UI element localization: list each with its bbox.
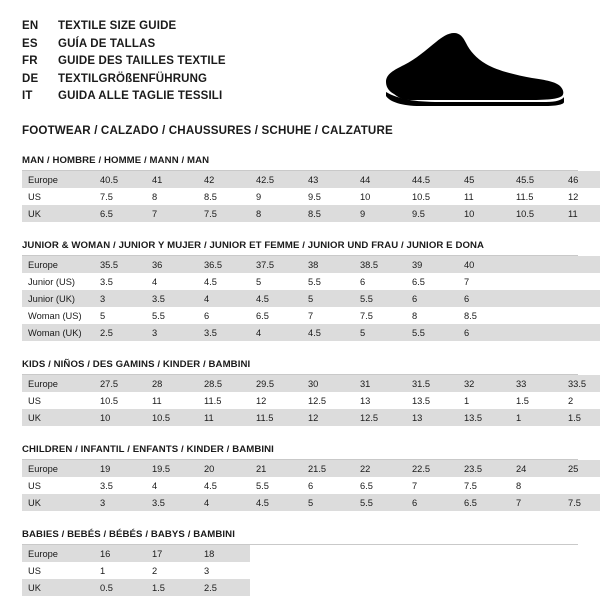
cell: 4 — [146, 477, 198, 494]
cell: 31.5 — [406, 375, 458, 392]
cell: 3.5 — [146, 290, 198, 307]
cell — [562, 256, 600, 273]
cell — [458, 562, 510, 579]
cell: 5.5 — [354, 494, 406, 511]
cell — [302, 545, 354, 562]
cell: 13.5 — [458, 409, 510, 426]
cell: 5 — [302, 290, 354, 307]
table-row — [22, 392, 600, 409]
cell: 28 — [146, 375, 198, 392]
table-block-junior-woman — [22, 240, 578, 341]
table-row — [22, 324, 600, 341]
table-row — [22, 290, 600, 307]
cell — [510, 290, 562, 307]
size-table-junior-woman — [22, 256, 600, 341]
cell: 13 — [406, 409, 458, 426]
cell: 11.5 — [198, 392, 250, 409]
cell: 32 — [458, 375, 510, 392]
cell: 6.5 — [406, 273, 458, 290]
cell — [510, 545, 562, 562]
cell: 5.5 — [406, 324, 458, 341]
cell: 41 — [146, 171, 198, 188]
table-heading: MAN / HOMBRE / HOMME / MANN / MAN — [22, 155, 578, 171]
cell: 6 — [302, 477, 354, 494]
row-label: US — [22, 392, 94, 409]
cell: 19.5 — [146, 460, 198, 477]
table-row — [22, 273, 600, 290]
cell: 1 — [94, 562, 146, 579]
table-row — [22, 477, 600, 494]
cell: 8.5 — [458, 307, 510, 324]
table-row — [22, 171, 600, 188]
row-label: Europe — [22, 545, 94, 562]
dress-shoe-icon — [380, 30, 570, 108]
cell — [510, 273, 562, 290]
row-label: Woman (US) — [22, 307, 94, 324]
cell: 6.5 — [94, 205, 146, 222]
cell: 2.5 — [94, 324, 146, 341]
cell: 4.5 — [198, 273, 250, 290]
table-row — [22, 494, 600, 511]
cell: 10.5 — [146, 409, 198, 426]
cell: 1.5 — [510, 392, 562, 409]
cell — [510, 324, 562, 341]
table-row — [22, 375, 600, 392]
cell: 6 — [406, 494, 458, 511]
cell: 8 — [406, 307, 458, 324]
cell: 17 — [146, 545, 198, 562]
cell: 11 — [146, 392, 198, 409]
cell: 21.5 — [302, 460, 354, 477]
cell — [406, 562, 458, 579]
cell: 9.5 — [406, 205, 458, 222]
cell: 5 — [94, 307, 146, 324]
cell: 7.5 — [562, 494, 600, 511]
cell: 6.5 — [458, 494, 510, 511]
language-title-list — [22, 18, 226, 106]
cell — [562, 562, 600, 579]
cell: 30 — [302, 375, 354, 392]
cell: 36 — [146, 256, 198, 273]
cell: 8.5 — [302, 205, 354, 222]
language-code: IT — [22, 90, 33, 102]
cell — [250, 545, 302, 562]
cell: 46 — [562, 171, 600, 188]
language-row — [22, 53, 226, 71]
cell: 5.5 — [250, 477, 302, 494]
cell: 3 — [198, 562, 250, 579]
table-row — [22, 205, 600, 222]
row-label: UK — [22, 579, 94, 596]
cell: 40.5 — [94, 171, 146, 188]
cell: 7.5 — [354, 307, 406, 324]
cell: 7 — [302, 307, 354, 324]
table-heading: CHILDREN / INFANTIL / ENFANTS / KINDER / BAMBINI — [22, 444, 578, 460]
cell: 10.5 — [406, 188, 458, 205]
cell: 3.5 — [198, 324, 250, 341]
cell — [406, 579, 458, 596]
cell: 6 — [406, 290, 458, 307]
language-row — [22, 71, 226, 89]
cell: 3.5 — [94, 273, 146, 290]
table-row — [22, 562, 600, 579]
cell: 10 — [458, 205, 510, 222]
cell — [562, 579, 600, 596]
cell: 40 — [458, 256, 510, 273]
cell: 8 — [510, 477, 562, 494]
cell: 44 — [354, 171, 406, 188]
size-table-kids — [22, 375, 600, 426]
cell — [562, 477, 600, 494]
cell: 11.5 — [510, 188, 562, 205]
cell: 39 — [406, 256, 458, 273]
table-block-children — [22, 444, 581, 511]
cell: 4.5 — [250, 290, 302, 307]
cell: 22.5 — [406, 460, 458, 477]
cell: 2 — [562, 392, 600, 409]
cell — [406, 545, 458, 562]
table-row — [22, 579, 600, 596]
cell: 19 — [94, 460, 146, 477]
section-title: FOOTWEAR / CALZADO / CHAUSSURES / SCHUHE / CALZATURE — [22, 124, 393, 137]
cell: 29.5 — [250, 375, 302, 392]
cell: 28.5 — [198, 375, 250, 392]
cell — [562, 307, 600, 324]
cell: 44.5 — [406, 171, 458, 188]
cell — [354, 562, 406, 579]
cell: 11 — [562, 205, 600, 222]
cell: 5 — [250, 273, 302, 290]
cell — [302, 562, 354, 579]
cell: 7 — [146, 205, 198, 222]
cell — [250, 579, 302, 596]
table-block-babies — [22, 529, 578, 596]
cell: 12 — [562, 188, 600, 205]
cell: 5 — [302, 494, 354, 511]
cell — [510, 579, 562, 596]
cell: 20 — [198, 460, 250, 477]
cell: 1.5 — [146, 579, 198, 596]
cell: 6 — [458, 324, 510, 341]
cell — [250, 562, 302, 579]
cell: 25 — [562, 460, 600, 477]
cell: 6 — [458, 290, 510, 307]
table-block-kids — [22, 359, 587, 426]
table-row — [22, 545, 600, 562]
cell: 13.5 — [406, 392, 458, 409]
size-table-children — [22, 460, 600, 511]
language-code: EN — [22, 20, 39, 32]
cell: 36.5 — [198, 256, 250, 273]
row-label: UK — [22, 494, 94, 511]
cell: 3 — [94, 494, 146, 511]
cell: 9 — [250, 188, 302, 205]
table-row — [22, 307, 600, 324]
language-row — [22, 88, 226, 106]
cell: 24 — [510, 460, 562, 477]
cell: 7.5 — [198, 205, 250, 222]
cell: 12 — [302, 409, 354, 426]
language-code: ES — [22, 37, 38, 50]
cell: 5 — [354, 324, 406, 341]
cell — [302, 579, 354, 596]
row-label: Woman (UK) — [22, 324, 94, 341]
language-code: DE — [22, 72, 39, 85]
row-label: UK — [22, 409, 94, 426]
cell — [354, 545, 406, 562]
table-row — [22, 256, 600, 273]
cell — [354, 579, 406, 596]
language-title: GUIDE DES TAILLES TEXTILE — [58, 55, 226, 67]
cell — [510, 562, 562, 579]
cell: 22 — [354, 460, 406, 477]
cell: 38 — [302, 256, 354, 273]
cell: 3 — [94, 290, 146, 307]
cell — [458, 579, 510, 596]
cell: 3 — [146, 324, 198, 341]
cell: 45.5 — [510, 171, 562, 188]
cell: 10.5 — [94, 392, 146, 409]
cell: 8 — [146, 188, 198, 205]
language-row — [22, 36, 226, 54]
cell — [562, 273, 600, 290]
cell — [562, 545, 600, 562]
table-heading: KIDS / NIÑOS / DES GAMINS / KINDER / BAMBINI — [22, 359, 578, 375]
language-row — [22, 18, 226, 36]
cell: 10 — [354, 188, 406, 205]
table-heading: JUNIOR & WOMAN / JUNIOR Y MUJER / JUNIOR ET FEMME / JUNIOR UND FRAU / JUNIOR E DONA — [22, 240, 578, 256]
cell: 11 — [198, 409, 250, 426]
cell: 6.5 — [354, 477, 406, 494]
cell: 6.5 — [250, 307, 302, 324]
cell: 33 — [510, 375, 562, 392]
cell: 45 — [458, 171, 510, 188]
row-label: Europe — [22, 256, 94, 273]
cell: 9.5 — [302, 188, 354, 205]
row-label: Europe — [22, 171, 94, 188]
cell: 2.5 — [198, 579, 250, 596]
cell: 6 — [198, 307, 250, 324]
cell — [510, 307, 562, 324]
header — [22, 18, 578, 108]
cell: 5.5 — [354, 290, 406, 307]
cell: 35.5 — [94, 256, 146, 273]
cell: 4 — [250, 324, 302, 341]
cell: 4 — [198, 494, 250, 511]
size-table-babies — [22, 545, 600, 596]
cell: 23.5 — [458, 460, 510, 477]
cell: 5.5 — [146, 307, 198, 324]
size-table-man — [22, 171, 600, 222]
table-block-man — [22, 155, 578, 222]
cell: 3.5 — [94, 477, 146, 494]
cell: 31 — [354, 375, 406, 392]
cell: 4 — [198, 290, 250, 307]
cell: 5.5 — [302, 273, 354, 290]
cell — [562, 324, 600, 341]
cell: 0.5 — [94, 579, 146, 596]
cell: 4.5 — [198, 477, 250, 494]
row-label: Junior (US) — [22, 273, 94, 290]
cell: 7 — [510, 494, 562, 511]
cell: 42 — [198, 171, 250, 188]
table-row — [22, 409, 600, 426]
cell: 12 — [250, 392, 302, 409]
cell: 7.5 — [94, 188, 146, 205]
cell: 42.5 — [250, 171, 302, 188]
row-label: Europe — [22, 460, 94, 477]
cell: 1 — [510, 409, 562, 426]
cell: 4.5 — [302, 324, 354, 341]
cell: 8.5 — [198, 188, 250, 205]
cell: 7 — [458, 273, 510, 290]
row-label: Europe — [22, 375, 94, 392]
cell: 4.5 — [250, 494, 302, 511]
cell: 33.5 — [562, 375, 600, 392]
cell — [458, 545, 510, 562]
cell: 21 — [250, 460, 302, 477]
cell: 11.5 — [250, 409, 302, 426]
language-code: FR — [22, 55, 38, 67]
cell: 12.5 — [302, 392, 354, 409]
cell: 2 — [146, 562, 198, 579]
cell — [562, 290, 600, 307]
cell: 7 — [406, 477, 458, 494]
table-row — [22, 460, 600, 477]
row-label: US — [22, 477, 94, 494]
language-title: GUIDA ALLE TAGLIE TESSILI — [58, 90, 223, 102]
language-title: TEXTILE SIZE GUIDE — [58, 20, 177, 32]
cell: 1 — [458, 392, 510, 409]
cell: 11 — [458, 188, 510, 205]
cell: 13 — [354, 392, 406, 409]
table-heading: BABIES / BEBÉS / BÉBÉS / BABYS / BAMBINI — [22, 529, 578, 545]
cell: 37.5 — [250, 256, 302, 273]
language-title: GUÍA DE TALLAS — [58, 37, 156, 50]
cell: 3.5 — [146, 494, 198, 511]
cell: 6 — [354, 273, 406, 290]
cell: 4 — [146, 273, 198, 290]
table-row — [22, 188, 600, 205]
cell: 1.5 — [562, 409, 600, 426]
cell: 7.5 — [458, 477, 510, 494]
cell: 43 — [302, 171, 354, 188]
cell: 27.5 — [94, 375, 146, 392]
cell: 10 — [94, 409, 146, 426]
cell: 9 — [354, 205, 406, 222]
row-label: Junior (UK) — [22, 290, 94, 307]
cell: 38.5 — [354, 256, 406, 273]
cell — [510, 256, 562, 273]
cell: 10.5 — [510, 205, 562, 222]
row-label: UK — [22, 205, 94, 222]
row-label: US — [22, 188, 94, 205]
language-title: TEXTILGRÖßENFÜHRUNG — [58, 72, 208, 85]
cell: 8 — [250, 205, 302, 222]
row-label: US — [22, 562, 94, 579]
cell: 12.5 — [354, 409, 406, 426]
cell: 18 — [198, 545, 250, 562]
cell: 16 — [94, 545, 146, 562]
